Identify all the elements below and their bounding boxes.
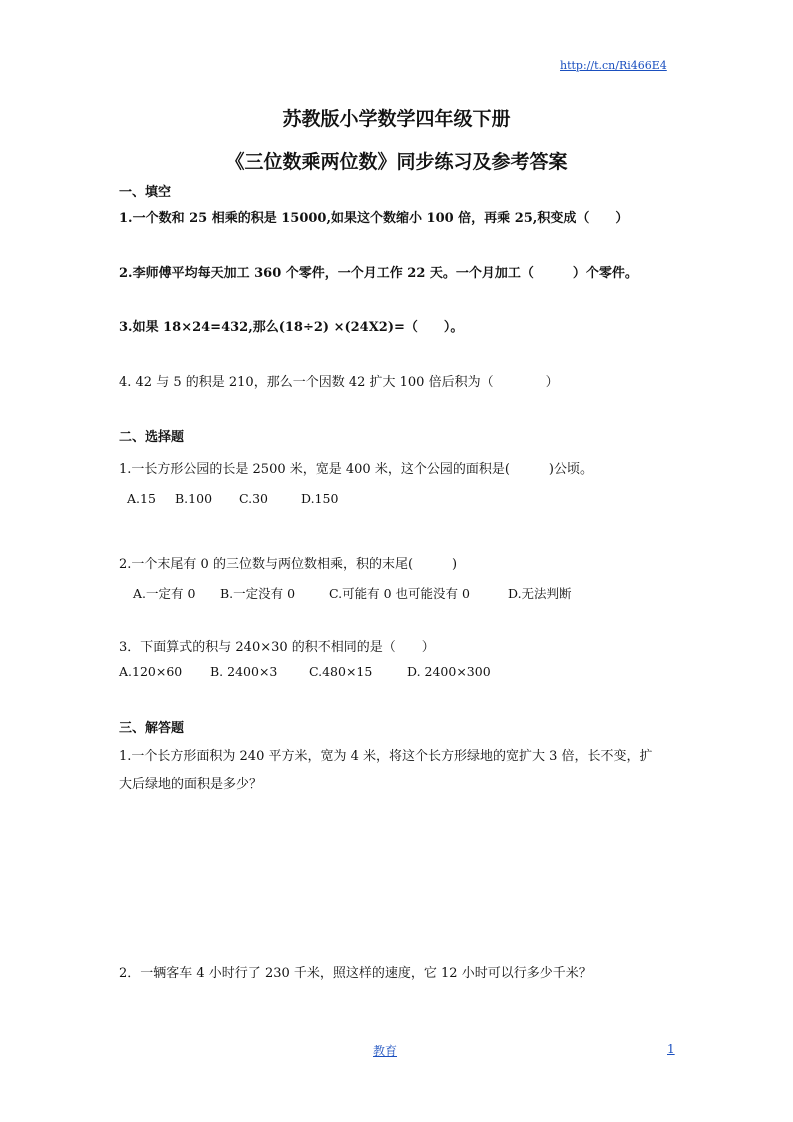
solve-question-2: 2．一辆客车 4 小时行了 230 千米，照这样的速度，它 12 小时可以行多少千米？: [119, 966, 592, 981]
section-heading-choice: 二、选择题: [119, 430, 185, 445]
fill-question-2: 2.李师傅平均每天加工 360 个零件，一个月工作 22 天。一个月加工（ ）个零件。: [119, 266, 638, 281]
option-b: B.100: [175, 491, 213, 506]
option-d: D.150: [301, 491, 339, 506]
fill-question-3: 3.如果 18×24=432,那么(18÷2) ×(24X2)=（ ）。: [119, 320, 464, 335]
choice-question-2: 2.一个末尾有 0 的三位数与两位数相乘，积的末尾( ): [119, 557, 458, 572]
option-d: D. 2400×300: [407, 664, 491, 679]
document-title: 苏教版小学数学四年级下册: [282, 108, 511, 130]
footer-link[interactable]: 教育: [373, 1044, 398, 1058]
header-url-link[interactable]: http://t.cn/Ri466E4: [560, 59, 667, 72]
option-b: B.一定没有 0: [220, 586, 296, 601]
choice-question-1: 1.一长方形公园的长是 2500 米，宽是 400 米，这个公园的面积是( )公顷。: [119, 462, 593, 477]
fill-question-4: 4. 42 与 5 的积是 210，那么一个因数 42 扩大 100 倍后积为（ ）: [119, 375, 559, 390]
option-b: B. 2400×3: [210, 664, 278, 679]
option-a: A.15: [127, 491, 156, 506]
option-c: C.可能有 0 也可能没有 0: [329, 586, 470, 601]
choice-3-options: [0, 664, 793, 680]
page-number: 1: [667, 1042, 675, 1056]
choice-1-options: [0, 491, 793, 507]
option-a: A.120×60: [119, 664, 183, 679]
solve-question-1-line-1: 1.一个长方形面积为 240 平方米，宽为 4 米，将这个长方形绿地的宽扩大 3 倍，长不变，扩: [119, 749, 653, 764]
option-c: C.480×15: [309, 664, 373, 679]
document-subtitle: 《三位数乘两位数》同步练习及参考答案: [225, 151, 568, 173]
solve-question-1-line-2: 大后绿地的面积是多少？: [119, 777, 263, 792]
choice-question-3: 3．下面算式的积与 240×30 的积不相同的是（ ）: [119, 640, 435, 655]
option-a: A.一定有 0: [133, 586, 196, 601]
option-c: C.30: [239, 491, 268, 506]
choice-2-options: [0, 584, 793, 600]
fill-question-1: 1.一个数和 25 相乘的积是 15000,如果这个数缩小 100 倍，再乘 25,积变成（ ）: [119, 211, 629, 226]
option-d: D.无法判断: [508, 586, 572, 601]
section-heading-fill: 一、填空: [119, 185, 172, 200]
section-heading-solve: 三、解答题: [119, 721, 185, 736]
